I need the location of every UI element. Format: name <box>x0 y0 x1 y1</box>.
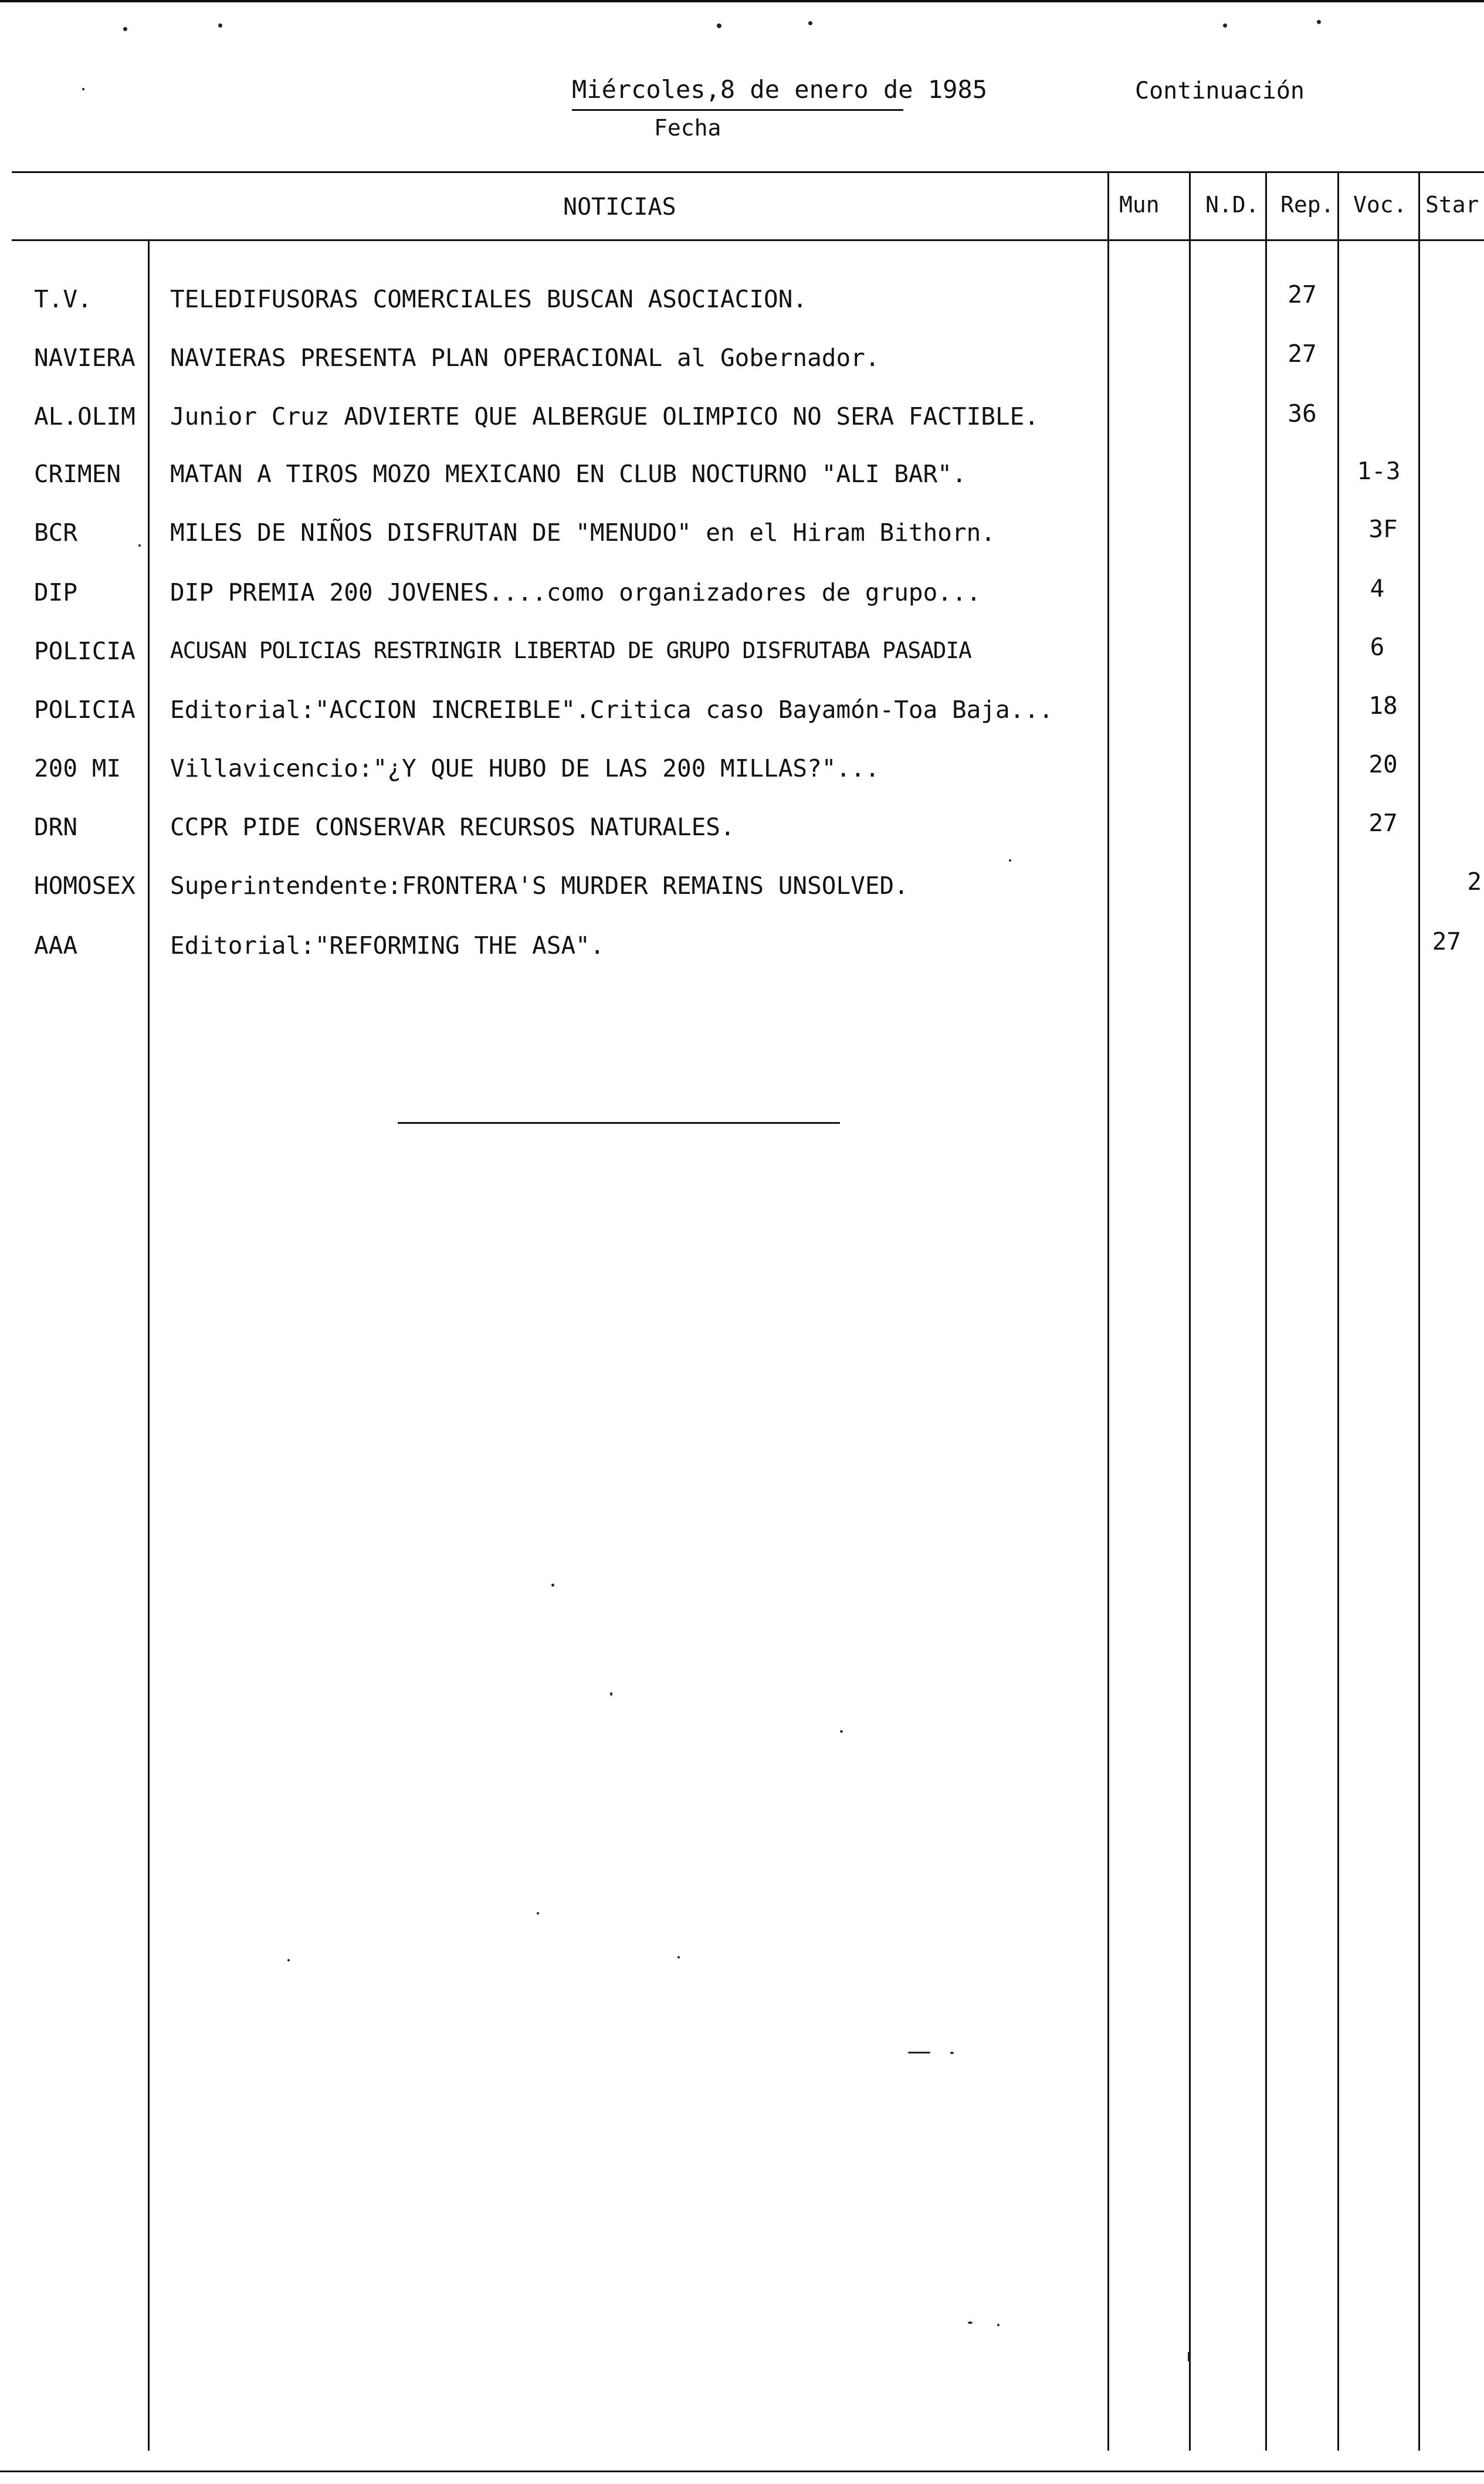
end-of-list-rule <box>398 1122 840 1124</box>
scan-speck <box>908 2052 930 2053</box>
date-label: Fecha <box>654 115 721 141</box>
col-rule-voc <box>1418 173 1420 2451</box>
col-rule-nd <box>1265 173 1267 2451</box>
row-code: POLICIA <box>34 637 135 665</box>
column-header-rep: Rep. <box>1280 192 1334 218</box>
row-title: TELEDIFUSORAS COMERCIALES BUSCAN ASOCIACION. <box>170 285 808 313</box>
row-code: BCR <box>34 519 78 547</box>
scan-speck <box>1188 2352 1190 2361</box>
scan-speck <box>808 21 812 25</box>
row-voc: 18 <box>1368 692 1398 720</box>
row-star: 2 <box>1467 867 1482 896</box>
date-underline <box>572 109 903 111</box>
row-star: 27 <box>1432 927 1461 955</box>
page-top-border <box>0 0 1484 2</box>
scan-speck <box>1223 23 1227 28</box>
table-header-rule <box>12 239 1484 241</box>
row-code: HOMOSEX <box>34 872 135 900</box>
column-header-nd: N.D. <box>1205 192 1259 218</box>
row-voc: 27 <box>1368 809 1398 837</box>
row-code: AL.OLIM <box>34 402 135 431</box>
row-voc: 3F <box>1368 515 1398 543</box>
row-code: DIP <box>34 578 78 606</box>
col-rule-rep <box>1337 173 1339 2451</box>
row-code: POLICIA <box>34 696 135 724</box>
row-title: MATAN A TIROS MOZO MEXICANO EN CLUB NOCTURNO "ALI BAR". <box>170 460 967 488</box>
column-header-noticias: NOTICIAS <box>563 194 676 221</box>
scan-speck <box>537 1912 539 1914</box>
scan-speck <box>840 1730 843 1733</box>
row-rep: 27 <box>1288 340 1317 368</box>
scan-speck <box>123 27 127 31</box>
scan-speck <box>138 544 141 547</box>
col-rule-code <box>148 239 150 2451</box>
row-title: Editorial:"ACCION INCREIBLE".Critica caso Bayamón-Toa Baja... <box>170 696 1053 724</box>
scan-speck <box>1317 20 1321 24</box>
row-title: NAVIERAS PRESENTA PLAN OPERACIONAL al Gobernador. <box>170 344 880 372</box>
row-voc: 6 <box>1370 633 1385 661</box>
column-header-star: Star <box>1425 192 1479 218</box>
row-rep: 27 <box>1288 280 1317 309</box>
row-title: Editorial:"REFORMING THE ASA". <box>170 931 605 960</box>
table-top-rule <box>12 171 1484 173</box>
row-code: T.V. <box>34 285 92 313</box>
scan-speck <box>997 2324 1000 2326</box>
row-code: AAA <box>34 931 78 960</box>
row-title: DIP PREMIA 200 JOVENES....como organizadores de grupo... <box>170 578 981 606</box>
scan-speck <box>551 1584 554 1587</box>
scan-speck <box>82 88 84 90</box>
row-title: Villavicencio:"¿Y QUE HUBO DE LAS 200 MILLAS?"... <box>170 754 880 782</box>
row-title: MILES DE NIÑOS DISFRUTAN DE "MENUDO" en el Hiram Bithorn. <box>170 519 995 547</box>
row-rep: 36 <box>1288 399 1317 428</box>
column-header-mun: Mun <box>1119 192 1160 218</box>
scan-speck <box>1009 859 1011 862</box>
row-voc: 1-3 <box>1357 457 1401 485</box>
col-rule-noticias <box>1107 173 1109 2451</box>
row-code: DRN <box>34 813 78 841</box>
continuation-label: Continuación <box>1135 77 1305 104</box>
column-header-voc: Voc. <box>1353 192 1407 218</box>
row-code: CRIMEN <box>34 460 121 488</box>
table-bottom-rule <box>0 2471 1484 2472</box>
scan-speck <box>610 1692 612 1696</box>
date-text: Miércoles,8 de enero de 1985 <box>572 75 988 104</box>
scan-speck <box>218 23 222 28</box>
scan-speck <box>677 1956 680 1958</box>
row-title: ACUSAN POLICIAS RESTRINGIR LIBERTAD DE GRUPO DISFRUTABA PASADIA <box>170 638 971 663</box>
row-code: NAVIERA <box>34 344 135 372</box>
col-rule-mun <box>1189 173 1191 2451</box>
row-voc: 20 <box>1368 750 1398 778</box>
row-title: CCPR PIDE CONSERVAR RECURSOS NATURALES. <box>170 813 735 841</box>
scan-speck <box>950 2052 954 2054</box>
row-title: Superintendente:FRONTERA'S MURDER REMAINS UNSOLVED. <box>170 872 909 900</box>
scan-speck <box>717 23 721 28</box>
scan-speck <box>968 2322 973 2324</box>
row-title: Junior Cruz ADVIERTE QUE ALBERGUE OLIMPICO NO SERA FACTIBLE. <box>170 402 1039 431</box>
row-code: 200 MI <box>34 754 121 782</box>
scan-speck <box>287 1959 290 1961</box>
row-voc: 4 <box>1370 574 1385 602</box>
